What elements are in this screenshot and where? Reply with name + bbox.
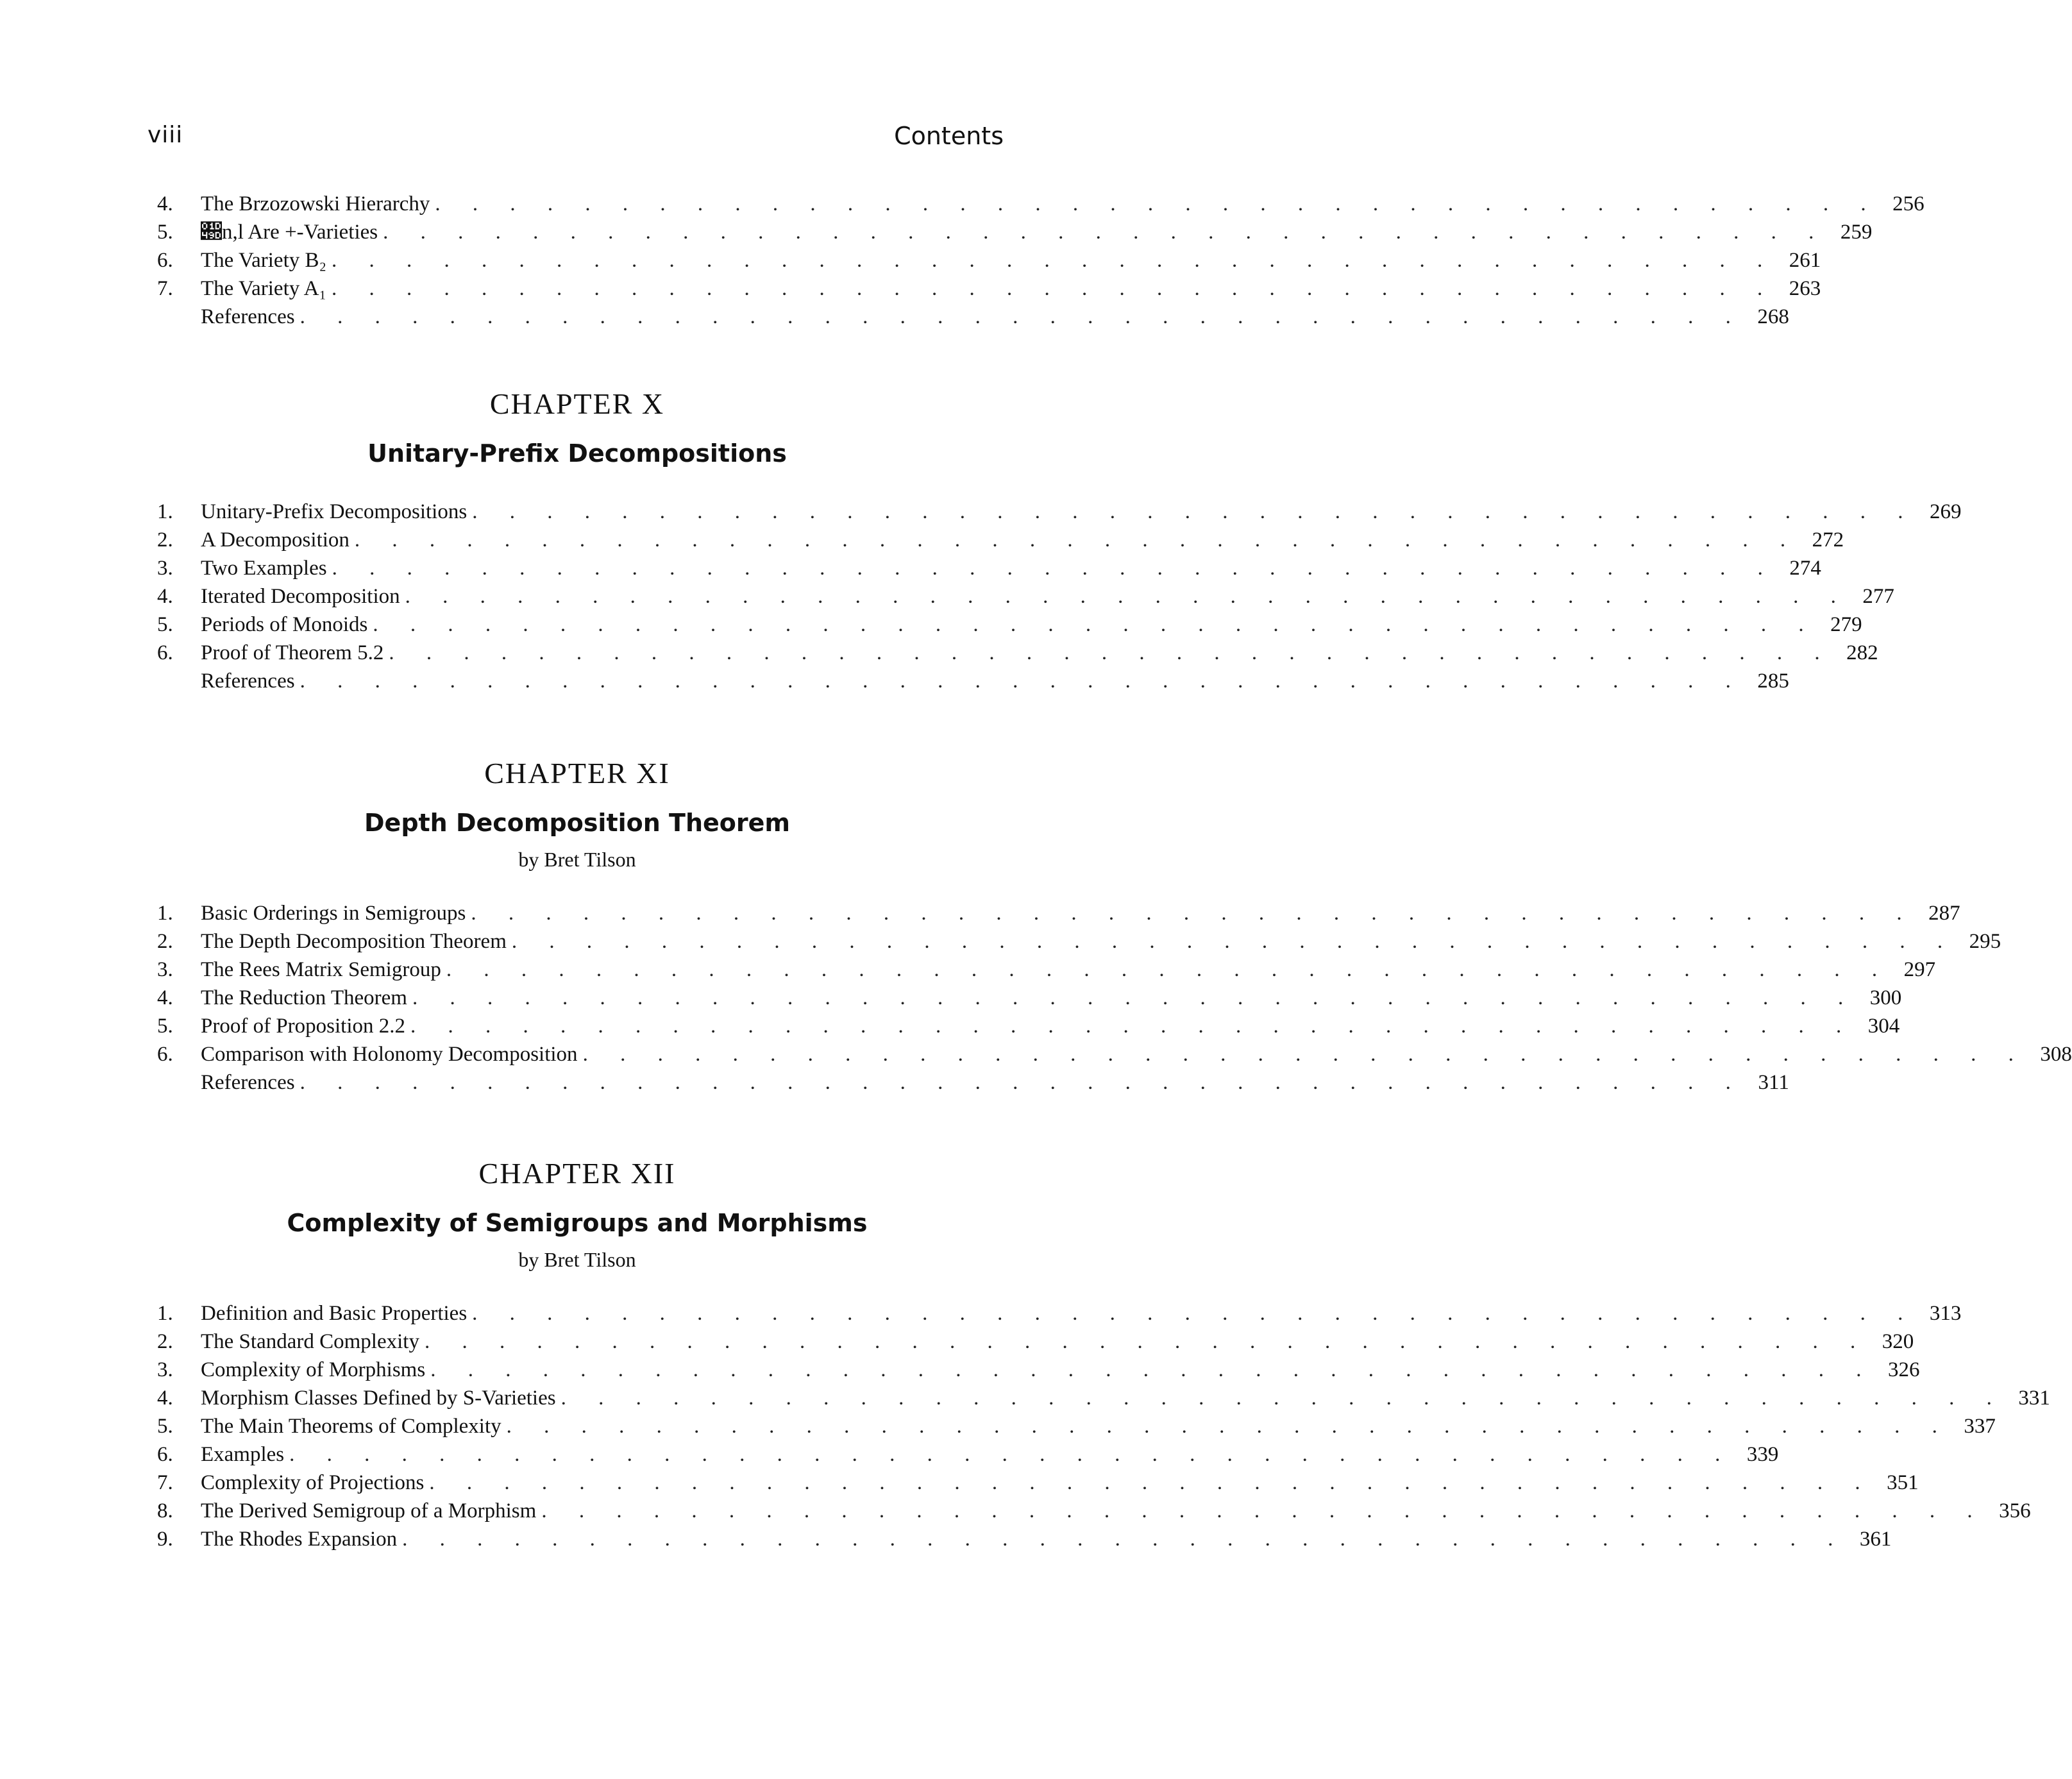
toc-entry-title: Unitary-Prefix Decompositions xyxy=(201,500,467,523)
chapter-heading xyxy=(0,1154,1154,1274)
toc-entry xyxy=(157,1412,1996,1440)
dot-leader: . . . . . . . . . . . . . . . . . . . . . . . . . . . . . . . . . . . . . . . xyxy=(472,1302,1917,1325)
toc-entry xyxy=(157,639,1878,667)
page-folio: viii xyxy=(147,122,183,148)
toc-entry xyxy=(157,1497,2031,1525)
toc-entry-number: 7. xyxy=(157,1471,173,1494)
toc-entry-page: 311 xyxy=(1758,1071,1789,1094)
toc-entry xyxy=(157,1299,1962,1328)
toc-entry-number: 6. xyxy=(157,249,173,272)
toc-entry-number: 1. xyxy=(157,500,173,523)
toc-list-chapter-xii xyxy=(157,1299,2050,1553)
toc-entry xyxy=(157,303,1789,331)
dot-leader: . . . . . . . . . . . . . . . . . . . . . . . . . . . . . . . . . . . . . . . xyxy=(582,1043,2027,1066)
toc-entry-number: 9. xyxy=(157,1528,173,1551)
dot-leader: . . . . . . . . . . . . . . . . . . . . . . . . . . . . . . . . . . . . . . . xyxy=(424,1330,1869,1353)
toc-entry-number: 5. xyxy=(157,1015,173,1038)
dot-leader: . . . . . . . . . . . . . . . . . . . . . . . . . . . . . . . . . . . . . . . xyxy=(354,528,1799,552)
toc-entry-number: 1. xyxy=(157,1302,173,1325)
toc-entry-title: The Rees Matrix Semigroup xyxy=(201,958,441,981)
toc-entry-page: 269 xyxy=(1929,500,1962,523)
dot-leader: . . . . . . . . . . . . . . . . . . . . . . . . . . . . . . . . . . . . . . . xyxy=(332,557,1776,580)
toc-entry xyxy=(157,927,2001,956)
toc-entry-title: Examples xyxy=(201,1443,285,1466)
toc-entry-page: 351 xyxy=(1887,1471,1919,1494)
toc-entry-title: Iterated Decomposition xyxy=(201,585,400,608)
toc-entry-page: 308 xyxy=(2040,1043,2072,1066)
toc-entry xyxy=(157,554,1821,582)
toc-entry-page: 361 xyxy=(1859,1528,1892,1551)
dot-leader: . . . . . . . . . . . . . . . . . . . . . . . . . . . . . . . . . . . . . . . xyxy=(410,1015,1855,1038)
toc-entry-number: 4. xyxy=(157,192,173,215)
toc-entry-page: 277 xyxy=(1862,585,1894,608)
dot-leader: . . . . . . . . . . . . . . . . . . . . . . . . . . . . . . . . . . . . . . . xyxy=(412,986,1857,1009)
toc-entry xyxy=(157,218,1873,246)
running-head xyxy=(147,122,1004,160)
dot-leader: . . . . . . . . . . . . . . . . . . . . . . . . . . . . . . . . . . . . . . . xyxy=(472,500,1917,523)
toc-entry-number: 6. xyxy=(157,1043,173,1066)
toc-entry-title: The Standard Complexity xyxy=(201,1330,419,1353)
chapter-title: Depth Decomposition Theorem xyxy=(364,809,790,837)
toc-list-chapter-x xyxy=(157,498,1962,695)
toc-entry-title: The Variety B₂ xyxy=(201,249,327,272)
toc-entry-title: Basic Orderings in Semigroups xyxy=(201,902,466,925)
toc-entry xyxy=(157,526,1844,554)
chapter-byline: by Bret Tilson xyxy=(518,848,636,871)
toc-entry-page: 304 xyxy=(1867,1015,1900,1038)
toc-entry xyxy=(157,1356,1920,1384)
toc-entry-number: 1. xyxy=(157,902,173,925)
toc-entry-number: 6. xyxy=(157,641,173,664)
toc-entry-title: Proof of Proposition 2.2 xyxy=(201,1015,406,1038)
toc-entry-page: 279 xyxy=(1830,613,1862,636)
chapter-number: CHAPTER XII xyxy=(478,1157,676,1190)
toc-entry-number: 4. xyxy=(157,986,173,1009)
toc-entry xyxy=(157,582,1894,611)
toc-entry-number: 5. xyxy=(157,1415,173,1438)
toc-entry-title: References xyxy=(201,1071,295,1094)
dot-leader: . . . . . . . . . . . . . . . . . . . . . . . . . . . . . . . . . . . . . . . xyxy=(430,1358,1875,1381)
toc-entry-title: Two Examples xyxy=(201,557,327,580)
toc-entry-number: 7. xyxy=(157,277,173,300)
chapter-heading xyxy=(0,754,1154,873)
toc-entry-number: 4. xyxy=(157,1387,173,1410)
toc-entry-number: 5. xyxy=(157,221,173,244)
toc-entry-page: 256 xyxy=(1892,192,1925,215)
toc-entry xyxy=(157,498,1962,526)
toc-entry-page: 295 xyxy=(1969,930,2001,953)
section-title: Contents xyxy=(894,122,1004,150)
toc-entry xyxy=(157,246,1821,274)
dot-leader: . . . . . . . . . . . . . . . . . . . . . . . . . . . . . . . . . . . . . . . xyxy=(435,192,1880,215)
toc-entry-title: Complexity of Projections xyxy=(201,1471,425,1494)
dot-leader: . . . . . . . . . . . . . . . . . . . . . . . . . . . . . . . . . . . . . . . xyxy=(332,249,1776,272)
toc-entry xyxy=(157,899,1960,927)
toc-entry-page: 287 xyxy=(1928,902,1960,925)
toc-entry-title: The Main Theorems of Complexity xyxy=(201,1415,501,1438)
toc-entry xyxy=(157,1040,2072,1068)
toc-entry-page: 320 xyxy=(1882,1330,1914,1353)
toc-entry-page: 297 xyxy=(1903,958,1936,981)
toc-entry-page: 261 xyxy=(1789,249,1821,272)
toc-entry-title: The Derived Semigroup of a Morphism xyxy=(201,1499,537,1522)
toc-entry-number: 3. xyxy=(157,557,173,580)
chapter-title: Unitary-Prefix Decompositions xyxy=(367,439,787,468)
dot-leader: . . . . . . . . . . . . . . . . . . . . . . . . . . . . . . . . . . . . . . . xyxy=(402,1528,1847,1551)
toc-entry xyxy=(157,1068,1789,1097)
toc-entry xyxy=(157,1440,1779,1469)
toc-entry-title: The Depth Decomposition Theorem xyxy=(201,930,507,953)
toc-entry xyxy=(157,190,1925,218)
toc-entry-number: 3. xyxy=(157,958,173,981)
toc-entry xyxy=(157,956,1936,984)
dot-leader: . . . . . . . . . . . . . . . . . . . . . . . . . . . . . . . . . . . . . . . xyxy=(429,1471,1874,1494)
toc-entry xyxy=(157,984,1902,1012)
toc-entry-number: 4. xyxy=(157,585,173,608)
toc-entry-page: 331 xyxy=(2018,1387,2050,1410)
dot-leader: . . . . . . . . . . . . . . . . . . . . . . . . . . . . . . . . . . . . . . . xyxy=(299,305,1744,328)
toc-entry-title: A Decomposition xyxy=(201,528,350,552)
chapter-byline: by Bret Tilson xyxy=(518,1248,636,1271)
toc-list-prev-chapter xyxy=(157,190,1925,331)
toc-entry xyxy=(157,1328,1914,1356)
toc-entry-page: 263 xyxy=(1789,277,1821,300)
toc-entry-number: 2. xyxy=(157,930,173,953)
toc-entry-title: The Reduction Theorem xyxy=(201,986,407,1009)
dot-leader: . . . . . . . . . . . . . . . . . . . . . . . . . . . . . . . . . . . . . . . xyxy=(541,1499,1986,1522)
dot-leader: . . . . . . . . . . . . . . . . . . . . . . . . . . . . . . . . . . . . . . . xyxy=(332,277,1776,300)
toc-entry-title: Periods of Monoids xyxy=(201,613,368,636)
toc-entry-title: Proof of Theorem 5.2 xyxy=(201,641,384,664)
toc-entry-page: 356 xyxy=(1999,1499,2031,1522)
toc-entry-page: 274 xyxy=(1789,557,1821,580)
toc-entry-number: 5. xyxy=(157,613,173,636)
toc-entry-number: 2. xyxy=(157,1330,173,1353)
chapter-title: Complexity of Semigroups and Morphisms xyxy=(287,1209,868,1237)
dot-leader: . . . . . . . . . . . . . . . . . . . . . . . . . . . . . . . . . . . . . . . xyxy=(383,221,1828,244)
dot-leader: . . . . . . . . . . . . . . . . . . . . . . . . . . . . . . . . . . . . . . . xyxy=(389,641,1833,664)
toc-entry-title: Comparison with Holonomy Decomposition xyxy=(201,1043,578,1066)
toc-entry-page: 285 xyxy=(1757,670,1789,693)
dot-leader: . . . . . . . . . . . . . . . . . . . . . . . . . . . . . . . . . . . . . . . xyxy=(299,1071,1744,1094)
toc-entry-number: 2. xyxy=(157,528,173,552)
dot-leader: . . . . . . . . . . . . . . . . . . . . . . . . . . . . . . . . . . . . . . . xyxy=(289,1443,1734,1466)
toc-entry xyxy=(157,611,1862,639)
toc-entry-page: 300 xyxy=(1869,986,1902,1009)
dot-leader: . . . . . . . . . . . . . . . . . . . . . . . . . . . . . . . . . . . . . . . xyxy=(373,613,1817,636)
toc-entry-title: References xyxy=(201,670,295,693)
toc-entry xyxy=(157,667,1789,695)
dot-leader: . . . . . . . . . . . . . . . . . . . . . . . . . . . . . . . . . . . . . . . xyxy=(299,670,1744,693)
chapter-number: CHAPTER X xyxy=(489,387,665,420)
toc-entry-page: 259 xyxy=(1840,221,1873,244)
toc-entry-title: References xyxy=(201,305,295,328)
toc-entry-title: 𝒝n,l Are +-Varieties xyxy=(201,221,378,244)
toc-entry xyxy=(157,1384,2050,1412)
toc-entry-title: Morphism Classes Defined by S-Varieties xyxy=(201,1387,556,1410)
toc-entry-number: 3. xyxy=(157,1358,173,1381)
toc-entry xyxy=(157,274,1821,303)
chapter-number: CHAPTER XI xyxy=(484,757,670,789)
toc-entry-page: 268 xyxy=(1757,305,1789,328)
toc-entry-page: 282 xyxy=(1846,641,1878,664)
dot-leader: . . . . . . . . . . . . . . . . . . . . . . . . . . . . . . . . . . . . . . . xyxy=(446,958,1891,981)
dot-leader: . . . . . . . . . . . . . . . . . . . . . . . . . . . . . . . . . . . . . . . xyxy=(506,1415,1951,1438)
toc-entry-title: Complexity of Morphisms xyxy=(201,1358,426,1381)
toc-entry-page: 272 xyxy=(1812,528,1844,552)
toc-entry-page: 313 xyxy=(1929,1302,1962,1325)
chapter-heading xyxy=(0,385,1154,469)
dot-leader: . . . . . . . . . . . . . . . . . . . . . . . . . . . . . . . . . . . . . . . xyxy=(405,585,1849,608)
toc-entry-page: 326 xyxy=(1887,1358,1920,1381)
toc-entry-title: The Variety A₁ xyxy=(201,277,327,300)
toc-entry-title: Definition and Basic Properties xyxy=(201,1302,467,1325)
dot-leader: . . . . . . . . . . . . . . . . . . . . . . . . . . . . . . . . . . . . . . . xyxy=(511,930,1957,953)
toc-entry xyxy=(157,1469,1919,1497)
toc-entry-page: 337 xyxy=(1964,1415,1996,1438)
dot-leader: . . . . . . . . . . . . . . . . . . . . . . . . . . . . . . . . . . . . . . . xyxy=(471,902,1916,925)
toc-entry-page: 339 xyxy=(1746,1443,1779,1466)
toc-entry xyxy=(157,1525,1892,1553)
toc-entry-number: 8. xyxy=(157,1499,173,1522)
toc-list-chapter-xi xyxy=(157,899,2072,1097)
toc-entry-number: 6. xyxy=(157,1443,173,1466)
toc-entry-title: The Brzozowski Hierarchy xyxy=(201,192,430,215)
dot-leader: . . . . . . . . . . . . . . . . . . . . . . . . . . . . . . . . . . . . . . . xyxy=(560,1387,2005,1410)
toc-entry xyxy=(157,1012,1900,1040)
toc-entry-title: The Rhodes Expansion xyxy=(201,1528,398,1551)
